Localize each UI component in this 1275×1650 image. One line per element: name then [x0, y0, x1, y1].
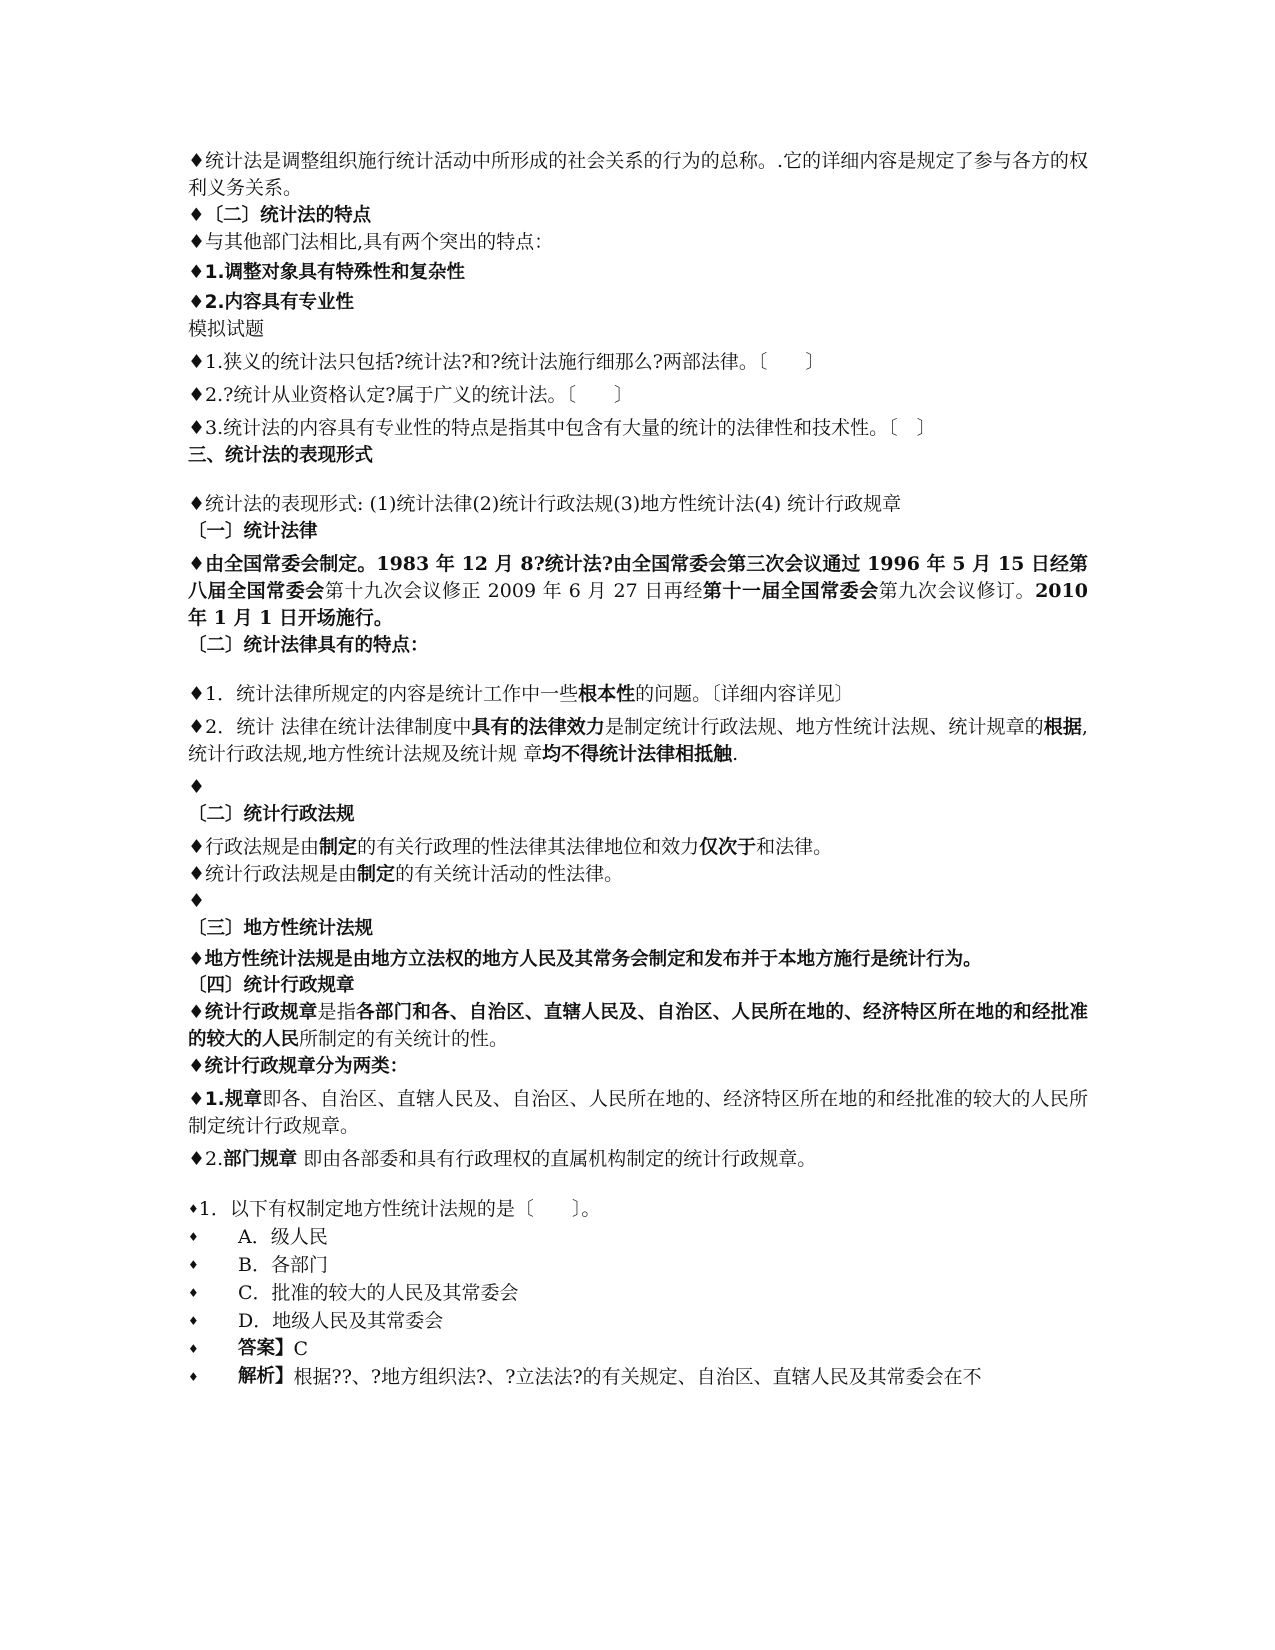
admin-1-text-a: ♦行政法规是由 — [188, 836, 320, 858]
paragraph-law-history — [188, 551, 1088, 632]
rules-type-2-num: ♦2. — [188, 1148, 224, 1170]
paragraph-features-intro: ♦与其他部门法相比,具有两个突出的特点： — [188, 231, 554, 253]
rules-text-b: 所制定的有关统计的性。 — [299, 1028, 509, 1050]
bullet-icon: ♦ — [188, 1286, 199, 1300]
heading-statistical-law: 〔一〕统计法律 — [188, 521, 318, 542]
paragraph-local-regulations: ♦地方性统计法规是由地方立法权的地方人民及其常务会制定和发布并于本地方施行是统计行为。 — [188, 949, 982, 970]
rules-type-2 — [188, 1146, 1088, 1173]
law-feature-2-bold-b: 根据 — [1043, 716, 1082, 738]
mock-question-3: ♦3.统计法的内容具有专业性的特点是指其中包含有大量的统计的法律性和技术性。〔 〕 — [188, 417, 936, 439]
question-block — [188, 1195, 1088, 1391]
law-feature-2-bold-a: 具有的法律效力 — [471, 716, 605, 738]
answer-label: 答案】 — [238, 1338, 294, 1359]
rules-bold-b: 各部门和各、自治区、直辖人民及、自治区、人民所在地的、经济特区所在地的和经批准的较大的人民 — [188, 1002, 1088, 1050]
rules-type-2-text: 即由各部委和具有行政理权的直属机构制定的统计行政规章。 — [297, 1148, 817, 1170]
law-feature-1-text: ♦1．统计法律所规定的内容是统计工作中一些 — [188, 683, 579, 705]
law-history-bold-2: 第十一届全国常委会 — [702, 580, 879, 602]
feature-item-1: ♦1.调整对象具有特殊性和复杂性 — [188, 262, 465, 283]
question-option-c — [188, 1279, 1088, 1307]
feature-item-2: ♦2.内容具有专业性 — [188, 292, 354, 313]
admin-1-bold-a: 制定 — [319, 836, 358, 858]
mock-exam-title: 模拟试题 — [188, 318, 265, 340]
bullet-icon: ♦ — [188, 1230, 199, 1244]
bullet-icon: ♦ — [188, 1370, 199, 1384]
law-feature-2 — [188, 714, 1088, 768]
bullet-icon: ♦ — [188, 1342, 199, 1356]
question-option-d — [188, 1307, 1088, 1335]
rules-type-1-text: 即各、自治区、直辖人民及、自治区、人民所在地的、经济特区所在地的和经批准的较大的人民所制定统计行政规章。 — [188, 1088, 1088, 1137]
option-d-text: D．地级人民及其常委会 — [238, 1310, 444, 1332]
bullet-icon: ♦ — [188, 1314, 199, 1328]
law-history-text-2: 第九次会议修订。 — [878, 580, 1036, 602]
rules-type-1-bold: ♦1.规章 — [188, 1089, 263, 1110]
law-feature-2-text-d: . — [732, 743, 739, 765]
analysis-label: 解析】 — [238, 1366, 294, 1387]
admin-1-bold-b: 仅次于 — [699, 836, 757, 858]
question-option-b — [188, 1251, 1088, 1279]
bullet-icon: ♦ — [188, 1258, 199, 1272]
paragraph-admin-rules — [188, 999, 1088, 1053]
mock-question-1: ♦1.狭义的统计法只包括?统计法?和?统计法施行细那么?两部法律。〔 〕 — [188, 351, 825, 373]
admin-regulation-2 — [188, 861, 1088, 888]
option-a-text: A．级人民 — [238, 1226, 328, 1248]
admin-2-bold: 制定 — [357, 863, 396, 885]
admin-2-text-a: ♦统计行政法规是由 — [188, 863, 358, 885]
admin-2-text-b: 的有关统计活动的性法律。 — [395, 863, 624, 885]
admin-1-text-c: 和法律。 — [756, 836, 833, 858]
bullet-icon: ♦ — [188, 1202, 199, 1216]
law-feature-2-bold-c: 均不得统计法律相抵触 — [542, 743, 733, 765]
rules-type-1 — [188, 1086, 1088, 1140]
law-feature-1-bold: 根本性 — [578, 683, 636, 705]
rules-text-a: 是指 — [317, 1001, 357, 1023]
question-stem — [188, 1195, 1088, 1223]
analysis-text: 根据??、?地方组织法?、?立法法?的有关规定、自治区、直辖人民及其常委会在不 — [293, 1366, 982, 1388]
admin-regulation-1 — [188, 834, 1088, 861]
heading-local-regulations: 〔三〕地方性统计法规 — [188, 918, 374, 939]
option-b-text: B．各部门 — [238, 1254, 328, 1276]
law-feature-2-text-c: ,统计行政法规,地方性统计法规及统计规 章 — [188, 716, 1088, 765]
heading-features: ♦〔二〕统计法的特点 — [188, 205, 372, 226]
question-answer — [188, 1335, 1088, 1363]
answer-value: C — [293, 1338, 309, 1360]
admin-1-text-b: 的有关行政理的性法律其法律地位和效力 — [357, 836, 700, 858]
question-option-a — [188, 1223, 1088, 1251]
law-feature-2-text-b: 是制定统计行政法规、地方性统计法规、统计规章的 — [604, 716, 1044, 738]
document-page — [188, 148, 1088, 1391]
question-stem-text: 1．以下有权制定地方性统计法规的是〔 〕。 — [198, 1198, 601, 1220]
empty-bullet-2: ♦ — [188, 890, 206, 912]
rules-types-heading: ♦统计行政规章分为两类： — [188, 1056, 409, 1077]
empty-bullet-1: ♦ — [188, 776, 206, 798]
question-analysis — [188, 1363, 1088, 1391]
rules-bold-a: ♦统计行政规章 — [188, 1002, 318, 1023]
law-history-bold-1: ♦由全国常委会制定。1983 年 12 月 8?统计法?由全国常委会第三次会议通过 1996 年 5 月 15 日经第八届全国常委会 — [188, 553, 1089, 602]
heading-admin-regulations: 〔二〕统计行政法规 — [188, 804, 355, 825]
law-history-text-1: 第十九次会议修正 2009 年 6 月 27 日再经 — [324, 580, 703, 602]
heading-law-features: 〔二〕统计法律具有的特点： — [188, 635, 429, 656]
paragraph-forms: ♦统计法的表现形式: (1)统计法律(2)统计行政法规(3)地方性统计法(4) 统计行政规章 — [188, 493, 902, 515]
law-feature-1-tail: 的问题。〔详细内容详见〕 — [635, 683, 854, 705]
mock-question-2: ♦2.?统计从业资格认定?属于广义的统计法。〔 〕 — [188, 384, 634, 406]
option-c-text: C．批准的较大的人民及其常委会 — [238, 1282, 519, 1304]
paragraph-definition: ♦统计法是调整组织施行统计活动中所形成的社会关系的行为的总称。.它的详细内容是规定了参与各方的权利义务关系。 — [188, 150, 1088, 199]
heading-admin-rules: 〔四〕统计行政规章 — [188, 975, 355, 996]
section-heading-3: 三、统计法的表现形式 — [188, 445, 374, 466]
law-feature-2-text-a: ♦2．统计 法律在统计法律制度中 — [188, 716, 472, 738]
law-feature-1 — [188, 681, 1088, 708]
law-history-bold-3: 2010 年 1 月 1 日开场施行。 — [188, 580, 1088, 629]
rules-type-2-bold: 部门规章 — [223, 1149, 298, 1170]
